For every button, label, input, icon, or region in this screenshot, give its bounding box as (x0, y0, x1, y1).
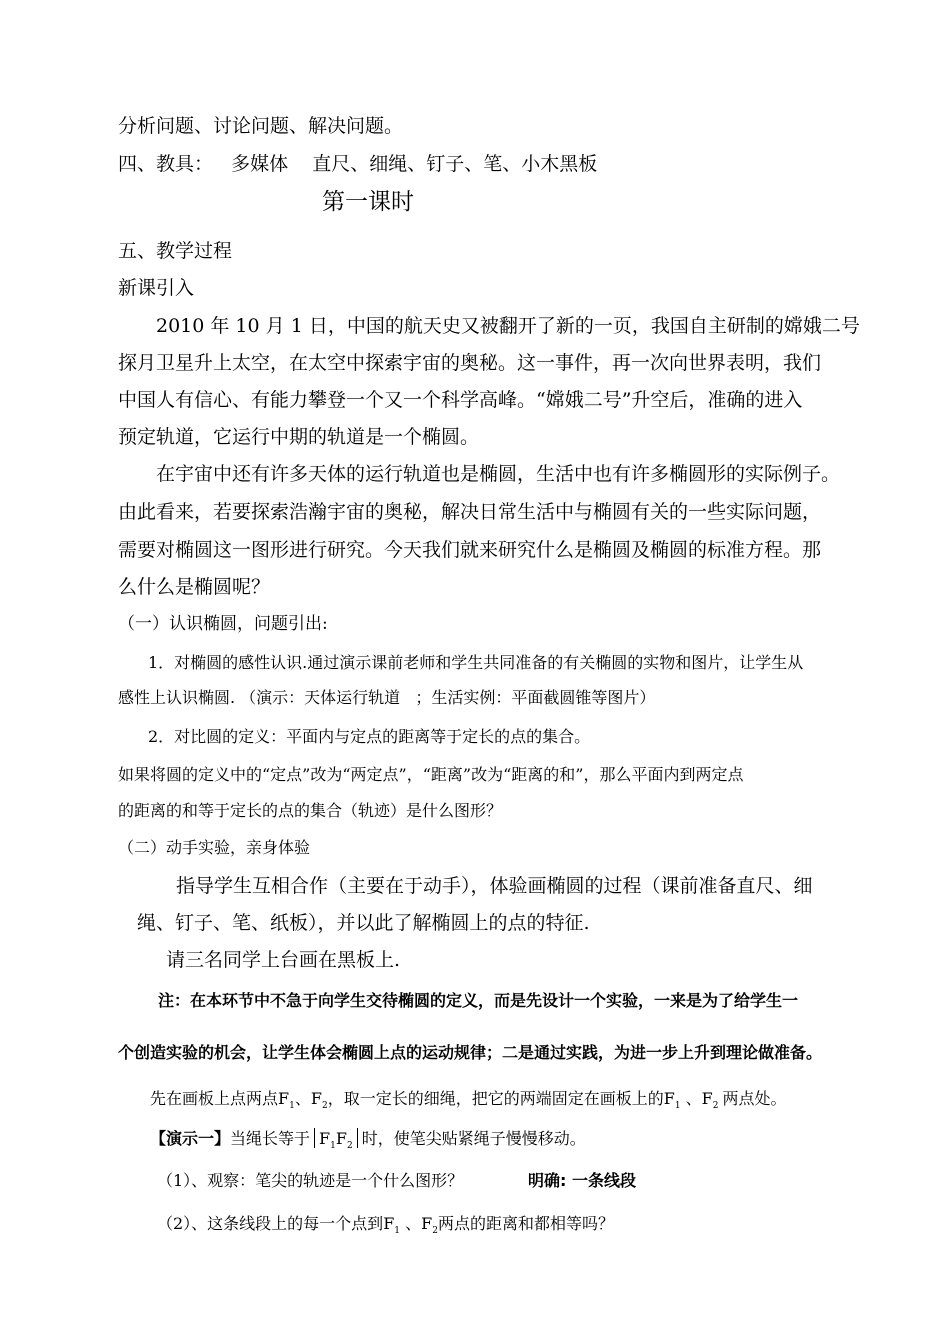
list-item: 1．对椭圆的感性认识.通过演示课前老师和学生共同准备的有关椭圆的实物和图片，让学生从 (148, 653, 804, 672)
point-f1: $F_1$ (383, 1214, 401, 1236)
subheading-hands-on: （二）动手实验，亲身体验 (118, 838, 311, 857)
text-segment: 两点的距离和都相等吗？ (437, 1214, 614, 1233)
question-1: （1）、观察：笔尖的轨迹是一个什么图形？ (157, 1171, 464, 1190)
paragraph-line: 绳、钉子、笔、纸板），并以此了解椭圆上的点的特征. (137, 912, 590, 934)
point-f2: $F_2$ (421, 1214, 438, 1236)
abs-bar-left (314, 1128, 315, 1148)
paragraph-line: 如果将圆的定义中的“定点”改为“两定点”，“距离”改为“距离的和”，那么平面内到两定点 (118, 765, 744, 784)
paragraph-line: 中国人有信心、有能力攀登一个又一个科学高峰。“嫦娥二号”升空后，准确的进入 (118, 389, 803, 411)
heading-intro: 新课引入 (118, 277, 195, 299)
answer-1: 明确: 一条线段 (528, 1171, 636, 1190)
question-2: （2）、这条线段上的每一个点到$F_1$ 、$F_2$两点的距离和都相等吗？ (157, 1214, 614, 1236)
text-segment: 时，使笔尖贴紧绳子慢慢移动。 (361, 1129, 586, 1148)
point-f2: $F_2$ (701, 1089, 719, 1111)
point-f2: $F_2$ (310, 1089, 328, 1111)
demo-label: 【演示一】 (150, 1129, 231, 1148)
note-line: 注：在本环节中不急于向学生交待椭圆的定义，而是先设计一个实验，一来是为了给学生一 (158, 991, 799, 1010)
heading-teaching-process: 五、教学过程 (118, 240, 233, 262)
paragraph-line: 的距离的和等于定长的点的集合（轨迹）是什么图形？ (118, 801, 503, 820)
list-item: 2．对比圆的定义：平面内与定点的距离等于定长的点的集合。 (148, 727, 591, 746)
paragraph-line: 指导学生互相合作（主要在于动手），体验画椭圆的过程（课前准备直尺、细 (176, 875, 813, 897)
point-f2: $F_2$ (335, 1129, 353, 1151)
paragraph-line: 需要对椭圆这一图形进行研究。今天我们就来研究什么是椭圆及椭圆的标准方程。那 (118, 539, 822, 561)
paragraph-line: 在宇宙中还有许多天体的运行轨道也是椭圆，生活中也有许多椭圆形的实际例子。 (156, 463, 841, 485)
point-f1: $F_1$ (319, 1129, 336, 1151)
paragraph-line: 请三名同学上台画在黑板上. (166, 949, 401, 971)
demo-intro-line: 先在画板上点两点$F_1$、$F_2$，取一定长的细绳，把它的两端固定在画板上的$F_1$ 、$F_2$ 两点处。 (150, 1089, 787, 1111)
text-segment: 当绳长等于 (230, 1129, 311, 1148)
point-f1: $F_1$ (663, 1089, 681, 1111)
paragraph-line: 探月卫星升上太空，在太空中探索宇宙的奥秘。这一事件，再一次向世界表明，我们 (118, 352, 822, 374)
paragraph-line: 2010 年 10 月 1 日，中国的航天史又被翻开了新的一页，我国自主研制的嫦娥二号 (156, 315, 860, 337)
note-line: 个创造实验的机会，让学生体会椭圆上点的运动规律；二是通过实践，为进一步上升到理论做准备。 (118, 1043, 823, 1062)
point-f1: $F_1$ (278, 1089, 295, 1111)
text-line-teaching-aids: 四、教具： 多媒体 直尺、细绳、钉子、笔、小木黑板 (118, 153, 598, 175)
list-item-continuation: 感性上认识椭圆. （演示：天体运行轨道 ；生活实例：平面截圆锥等图片） (118, 688, 656, 707)
subheading-recognize-ellipse: （一）认识椭圆，问题引出: (118, 614, 328, 634)
demo-one-line (150, 1128, 586, 1151)
text-segment: 先在画板上点两点 (150, 1089, 279, 1108)
paragraph-line: 预定轨道，它运行中期的轨道是一个椭圆。 (118, 426, 480, 448)
paragraph-line: 由此看来，若要探索浩瀚宇宙的奥秘，解决日常生活中与椭圆有关的一些实际问题， (118, 501, 822, 523)
abs-bar-right (357, 1128, 358, 1148)
section-title: 第一课时 (322, 189, 414, 215)
text-line: 分析问题、讨论问题、解决问题。 (118, 115, 404, 137)
text-segment: ，取一定长的细绳，把它的两端固定在画板上的 (327, 1089, 664, 1108)
text-segment: 两点处。 (722, 1089, 787, 1108)
paragraph-line: 么什么是椭圆呢？ (118, 576, 271, 598)
text-segment: （2）、这条线段上的每一个点到 (157, 1214, 384, 1233)
